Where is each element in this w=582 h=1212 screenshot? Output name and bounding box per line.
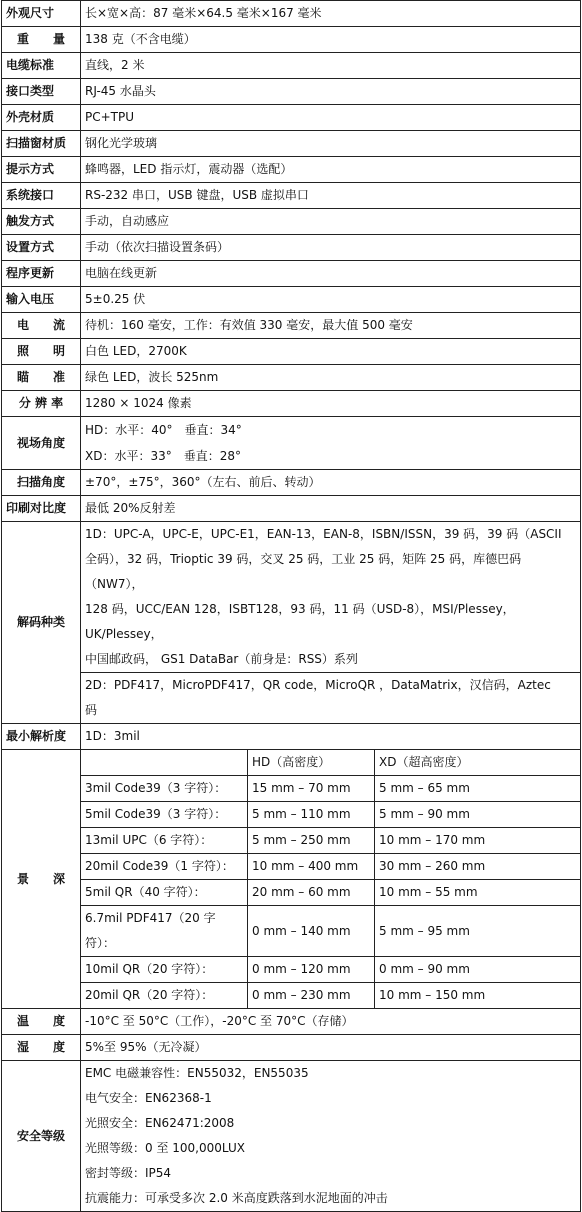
depth-row [81, 828, 580, 854]
depth-hd: 10 mm – 400 mm [248, 854, 375, 880]
depth-barcode: 3mil Code39（3 字符）： [81, 776, 248, 802]
depth-header-cell [81, 750, 248, 776]
decode-line: 1D：UPC-A，UPC-E，UPC-E1，EAN-13，EAN-8，ISBN/ISSN，39 码，39 码（ASCII [85, 527, 562, 541]
depth-header-row [81, 750, 580, 776]
spec-label: 瞄 准 [2, 365, 81, 391]
decode-line: 码 [85, 703, 98, 717]
safety-line: 光照安全：EN62471:2008 [85, 1116, 235, 1130]
safety-line: 光照等级：0 至 100,000LUX [85, 1141, 245, 1155]
spec-label: 提示方式 [2, 157, 81, 183]
spec-label: 安全等级 [2, 1061, 81, 1212]
spec-value: 蜂鸣器，LED 指示灯，震动器（选配） [81, 157, 581, 183]
decode-line: 全码），32 码，Trioptic 39 码，交叉 25 码，工业 25 码，矩阵 25 码，库德巴码（NW7）， [85, 552, 522, 591]
depth-row [81, 906, 580, 957]
depth-hd: 0 mm – 120 mm [248, 957, 375, 983]
spec-row [2, 391, 581, 417]
spec-value: 直线，2 米 [81, 53, 581, 79]
depth-barcode: 6.7mil PDF417（20 字符）： [81, 906, 248, 957]
spec-row [2, 105, 581, 131]
spec-value: RJ-45 水晶头 [81, 79, 581, 105]
spec-value: 最低 20%反射差 [81, 496, 581, 522]
spec-row [2, 287, 581, 313]
spec-label: 外观尺寸 [2, 1, 81, 27]
decode-line: 2D：PDF417，MicroPDF417，QR code，MicroQR ，DataMatrix，汉信码，Aztec [85, 678, 551, 692]
depth-barcode: 5mil Code39（3 字符）： [81, 802, 248, 828]
depth-row [81, 957, 580, 983]
spec-label: 电缆标准 [2, 53, 81, 79]
depth-body [81, 750, 580, 1008]
depth-xd: 5 mm – 90 mm [375, 802, 581, 828]
spec-label: 解码种类 [2, 522, 81, 724]
depth-barcode: 20mil QR（20 字符）： [81, 983, 248, 1009]
spec-row-humidity [2, 1035, 581, 1061]
spec-row [2, 209, 581, 235]
spec-table [1, 0, 581, 1212]
spec-row [2, 313, 581, 339]
spec-row [2, 79, 581, 105]
spec-row-decode-1d [2, 522, 581, 673]
depth-barcode: 10mil QR（20 字符）： [81, 957, 248, 983]
fov-hd: HD：水平：40° 垂直：34° [85, 423, 242, 437]
depth-row [81, 802, 580, 828]
spec-row-min-resolution [2, 724, 581, 750]
spec-value: RS-232 串口，USB 键盘，USB 虚拟串口 [81, 183, 581, 209]
spec-row [2, 27, 581, 53]
simple-rows [2, 1, 581, 417]
depth-hd: 15 mm – 70 mm [248, 776, 375, 802]
decode-2d-list [81, 673, 581, 724]
spec-value: ±70°，±75°，360°（左右、前后、转动） [81, 470, 581, 496]
depth-xd: 10 mm – 170 mm [375, 828, 581, 854]
spec-row-print-contrast [2, 496, 581, 522]
safety-line: 电气安全：EN62368-1 [85, 1091, 212, 1105]
depth-xd: 0 mm – 90 mm [375, 957, 581, 983]
spec-value: 待机：160 毫安，工作：有效值 330 毫安，最大值 500 毫安 [81, 313, 581, 339]
safety-lines [81, 1061, 581, 1212]
spec-row-temperature [2, 1009, 581, 1035]
spec-label: 扫描角度 [2, 470, 81, 496]
depth-barcode: 20mil Code39（1 字符）： [81, 854, 248, 880]
spec-value: 138 克（不含电缆） [81, 27, 581, 53]
spec-row [2, 157, 581, 183]
spec-row [2, 261, 581, 287]
spec-label: 印刷对比度 [2, 496, 81, 522]
spec-label: 照 明 [2, 339, 81, 365]
spec-value: 5%至 95%（无冷凝） [81, 1035, 581, 1061]
spec-value: 手动，自动感应 [81, 209, 581, 235]
spec-label: 输入电压 [2, 287, 81, 313]
spec-value [81, 417, 581, 470]
depth-xd: 5 mm – 95 mm [375, 906, 581, 957]
safety-line: EMC 电磁兼容性：EN55032，EN55035 [85, 1066, 309, 1080]
safety-line: 抗震能力：可承受多次 2.0 米高度跌落到水泥地面的冲击 [85, 1191, 388, 1205]
depth-hd: 0 mm – 140 mm [248, 906, 375, 957]
fov-xd: XD：水平：33° 垂直：28° [85, 449, 242, 463]
spec-label: 景 深 [2, 750, 81, 1009]
spec-row [2, 1, 581, 27]
spec-label: 分 辨 率 [2, 391, 81, 417]
spec-row [2, 183, 581, 209]
depth-hd: 5 mm – 110 mm [248, 802, 375, 828]
depth-row [81, 880, 580, 906]
spec-label: 外壳材质 [2, 105, 81, 131]
decode-line: 中国邮政码， GS1 DataBar（前身是：RSS）系列 [85, 652, 358, 666]
spec-label: 重 量 [2, 27, 81, 53]
spec-row [2, 53, 581, 79]
depth-xd: 10 mm – 55 mm [375, 880, 581, 906]
depth-row [81, 983, 580, 1009]
depth-xd: 5 mm – 65 mm [375, 776, 581, 802]
spec-label: 湿 度 [2, 1035, 81, 1061]
spec-value: 1D：3mil [81, 724, 581, 750]
depth-row [81, 854, 580, 880]
depth-header-cell: XD（超高密度） [379, 755, 469, 769]
depth-row [81, 776, 580, 802]
spec-row [2, 131, 581, 157]
depth-of-field-table [81, 750, 580, 1008]
spec-row-decode-2d [2, 673, 581, 724]
fov-section [2, 417, 581, 1212]
depth-barcode: 5mil QR（40 字符）： [81, 880, 248, 906]
spec-label: 程序更新 [2, 261, 81, 287]
spec-row-fov [2, 417, 581, 470]
depth-xd: 10 mm – 150 mm [375, 983, 581, 1009]
spec-row-safety [2, 1061, 581, 1212]
spec-row [2, 339, 581, 365]
decode-1d-list [81, 522, 581, 673]
depth-hd: 5 mm – 250 mm [248, 828, 375, 854]
spec-label: 扫描窗材质 [2, 131, 81, 157]
depth-header-cell: HD（高密度） [248, 750, 375, 776]
spec-value: 长×宽×高：87 毫米×64.5 毫米×167 毫米 [81, 1, 581, 27]
depth-barcode: 13mil UPC（6 字符）： [81, 828, 248, 854]
spec-value: 1280 × 1024 像素 [81, 391, 581, 417]
spec-label: 设置方式 [2, 235, 81, 261]
spec-label: 触发方式 [2, 209, 81, 235]
spec-value: 电脑在线更新 [81, 261, 581, 287]
spec-label: 系统接口 [2, 183, 81, 209]
depth-hd: 20 mm – 60 mm [248, 880, 375, 906]
depth-xd: 30 mm – 260 mm [375, 854, 581, 880]
spec-label: 接口类型 [2, 79, 81, 105]
spec-value: 5±0.25 伏 [81, 287, 581, 313]
safety-line: 密封等级：IP54 [85, 1166, 172, 1180]
spec-label: 视场角度 [2, 417, 81, 470]
depth-hd: 0 mm – 230 mm [248, 983, 375, 1009]
spec-row-scan-angle [2, 470, 581, 496]
spec-row [2, 235, 581, 261]
spec-row-depth [2, 750, 581, 1009]
spec-value: 钢化光学玻璃 [81, 131, 581, 157]
depth-of-field-cell [81, 750, 581, 1009]
decode-line: 128 码，UCC/EAN 128，ISBT128，93 码，11 码（USD-8），MSI/Plessey，UK/Plessey， [85, 602, 515, 641]
spec-value: 白色 LED，2700K [81, 339, 581, 365]
spec-label: 温 度 [2, 1009, 81, 1035]
spec-value: 手动（依次扫描设置条码） [81, 235, 581, 261]
spec-value: -10°C 至 50°C（工作），-20°C 至 70°C（存储） [81, 1009, 581, 1035]
spec-row [2, 365, 581, 391]
spec-label: 最小解析度 [2, 724, 81, 750]
spec-label: 电 流 [2, 313, 81, 339]
spec-value: 绿色 LED，波长 525nm [81, 365, 581, 391]
spec-value: PC+TPU [81, 105, 581, 131]
